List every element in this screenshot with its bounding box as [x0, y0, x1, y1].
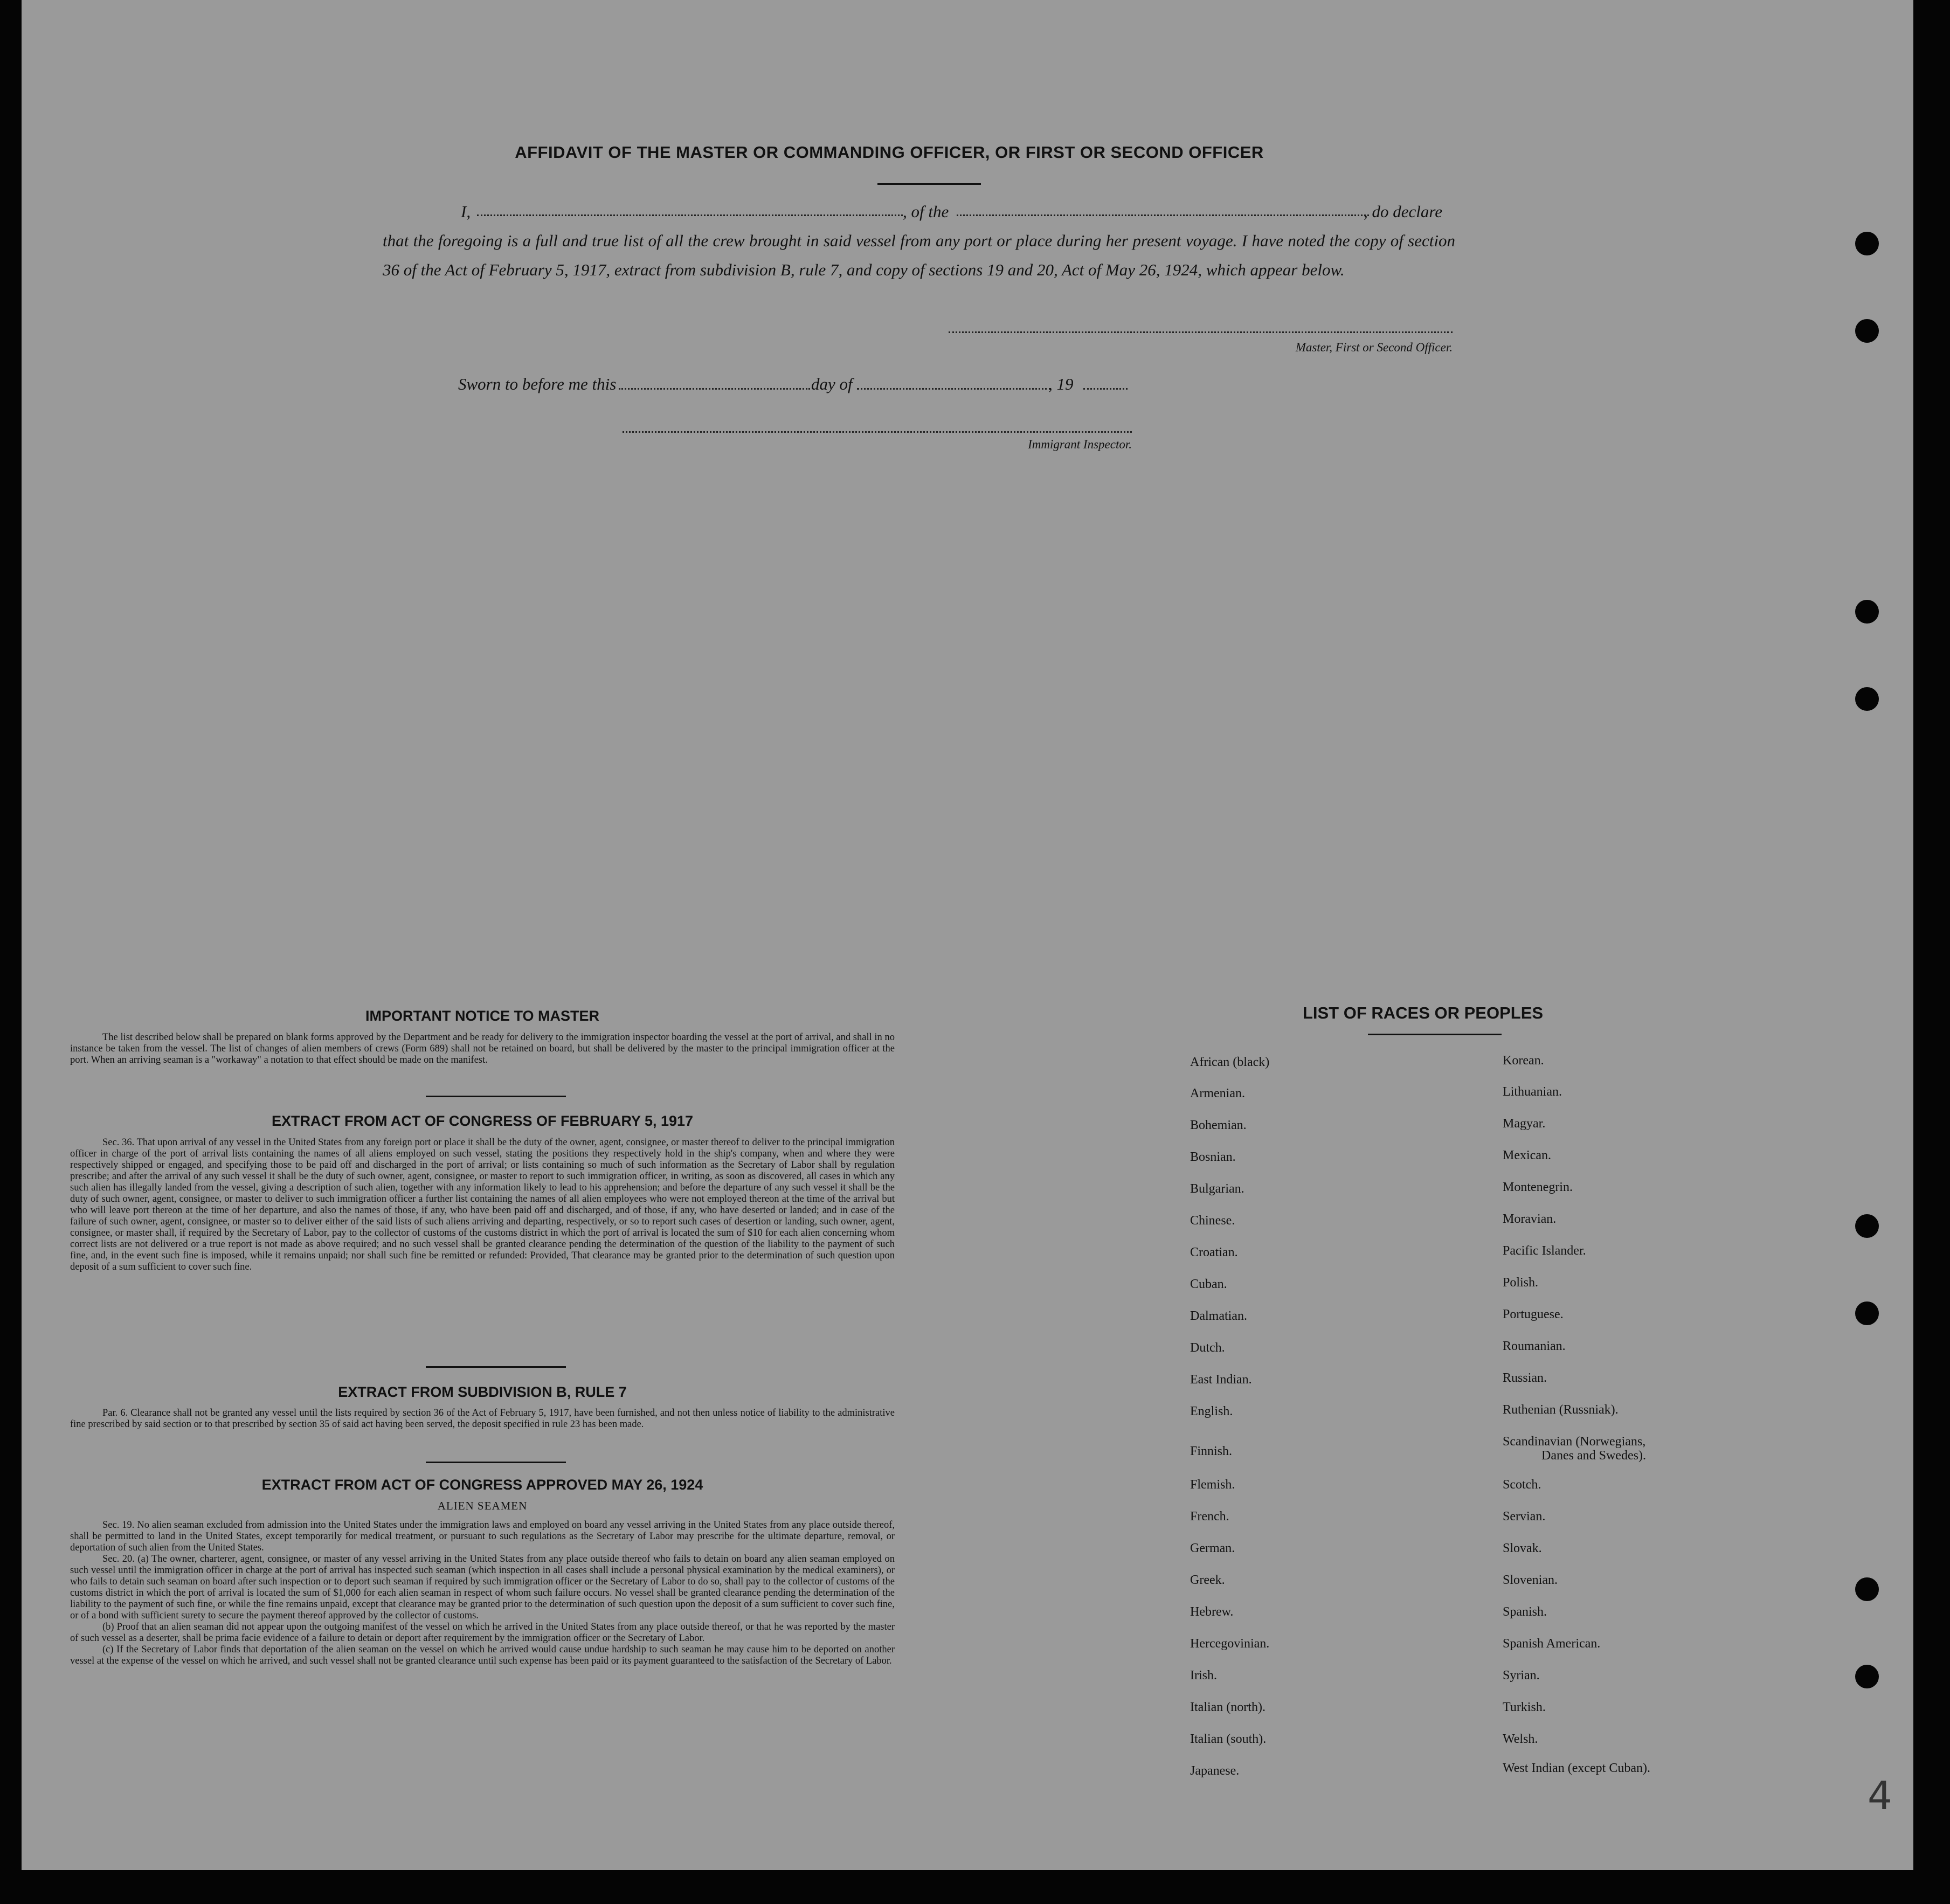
race-item: Mexican.: [1503, 1148, 1551, 1162]
race-item: German.: [1190, 1541, 1235, 1555]
notice-text: The list described below shall be prepared on blank forms approved by the Department and be ready for delivery to the immigration inspector boarding the vessel at the port of arrival, and shall in no instance be taken from the vessel. The list of changes of alien members of crews (Form 689) shall not be retained on board, but shall be delivered by the master to the principal immigration officer at the port. When an arriving seaman is a "workaway" a notation to that effect should be made on the manifest.: [70, 1032, 895, 1065]
race-item: Flemish.: [1190, 1478, 1235, 1492]
race-item: Scandinavian (Norwegians,: [1503, 1435, 1646, 1449]
race-item: Ruthenian (Russniak).: [1503, 1403, 1619, 1417]
race-item: Welsh.: [1503, 1732, 1538, 1746]
race-item: Dutch.: [1190, 1341, 1225, 1355]
section-rule: [426, 1462, 566, 1463]
race-item: Bohemian.: [1190, 1118, 1247, 1132]
sworn-date-blank[interactable]: [619, 388, 810, 390]
race-item: Pacific Islander.: [1503, 1244, 1586, 1258]
race-item: Turkish.: [1503, 1700, 1546, 1714]
sec-20a-text: Sec. 20. (a) The owner, charterer, agent, consignee, or master of any vessel arriving in the United States from any place outside thereof who fails to detain on board any alien seaman employed on such vessel until the immigration officer in charge at the port of arrival has inspected such seaman (which inspection in all cases shall include a personal physical examination by the medical examiners), or who fails to detain such seaman on board after such inspection or to deport such seaman if required by such immigration officer or the Secretary of Labor to do so, shall pay to the collector of customs of the customs district in which the port of arrival is located the sum of $1,000 for each alien seaman in respect of whom such failure occurs. No vessel shall be granted clearance pending the determination of the liability to the payment of such fine, or while the fine remains unpaid, except that clearance may be granted prior to the determination of such question upon the deposit of a sum sufficient to cover such fine, or of a bond with sufficient surety to secure the payment thereof approved by the collector of customs.: [70, 1554, 895, 1621]
affidavit-declare-label: , do declare: [1364, 202, 1443, 221]
race-item: Finnish.: [1190, 1444, 1233, 1458]
race-item: Spanish.: [1503, 1605, 1547, 1619]
race-item: Spanish American.: [1503, 1637, 1601, 1651]
name-blank[interactable]: [477, 214, 903, 216]
inspector-signature-line[interactable]: [623, 431, 1132, 433]
race-item: Slovenian.: [1503, 1573, 1558, 1587]
race-item: Polish.: [1503, 1276, 1539, 1290]
affidavit-title: AFFIDAVIT OF THE MASTER OR COMMANDING OFFICER, OR FIRST OR SECOND OFFICER: [515, 143, 1264, 162]
race-item: Moravian.: [1503, 1212, 1557, 1226]
race-item: Cuban.: [1190, 1277, 1227, 1291]
rule-7-text: Par. 6. Clearance shall not be granted any vessel until the lists required by section 36 of the Act of February 5, 1917, have been furnished, and not then unless notice of liability to the administrative fine prescribed by said section or to that prescribed by section 35 of said act having been served, the deposit specified in rule 23 has been made.: [70, 1408, 895, 1430]
race-item: Hebrew.: [1190, 1605, 1234, 1619]
race-item: Scotch.: [1503, 1478, 1541, 1492]
affidavit-of-the-label: , of the: [903, 202, 949, 221]
section-rule: [426, 1366, 566, 1368]
race-item: Roumanian.: [1503, 1339, 1566, 1353]
punch-hole: [1855, 319, 1879, 343]
race-item: French.: [1190, 1510, 1229, 1524]
race-item: Italian (north).: [1190, 1700, 1266, 1714]
master-signature-label: Master, First or Second Officer.: [1295, 341, 1453, 354]
title-rule: [877, 183, 981, 185]
sworn-month-blank[interactable]: [857, 388, 1051, 390]
sec-20b-text: (b) Proof that an alien seaman did not appear upon the outgoing manifest of the vessel on which he arrived in the United States from any place outside thereof, or that he was reported by the master of such vessel as a deserter, shall be prima facie evidence of a failure to detain or deport after requirement by the immigration officer or the Secretary of Labor.: [70, 1622, 895, 1644]
race-item: West Indian (except Cuban).: [1503, 1761, 1650, 1775]
race-item: Syrian.: [1503, 1668, 1540, 1683]
race-item: Danes and Swedes).: [1541, 1449, 1646, 1463]
punch-hole: [1855, 232, 1879, 255]
race-item: Montenegrin.: [1503, 1180, 1573, 1194]
extract-1917-text: Sec. 36. That upon arrival of any vessel in the United States from any foreign port or place it shall be the duty of the owner, agent, consignee, or master thereof to deliver to the principal immigration officer in charge of the port of arrival lists containing the names of all aliens employed on such vessel, stating the positions they respectively hold in the ship's company, when and where they were respectively shipped or engaged, and specifying those to be paid off and discharged in the port of arrival; or lists containing so much of such information as the Secretary of Labor shall by regulation prescribe; and after the arrival of any such vessel it shall be the duty of such owner, agent, consignee, or master to report to such immigration officer, in writing, as soon as discovered, all cases in which any such alien has illegally landed from the vessel, giving a description of such alien, together with any information likely to lead to his apprehension; and before the departure of any such vessel it shall be the duty of such owner, agent, consignee, or master to deliver to such immigration officer a further list containing the names of all alien employees who were not employed thereon at the time of the arrival but who will leave port thereon at the time of her departure, and also the names of those, if any, who have been paid off and discharged, and of those, if any, who have deserted or landed; and in case of the failure of such owner, agent, consignee, or master so to deliver either of the said lists of such aliens arriving and departing, respectively, or so to report such cases of desertion or landing, such owner, agent, consignee, or master shall, if required by the Secretary of Labor, pay to the collector of customs of the customs district in which the port of arrival is located the sum of $10 for each alien concerning whom correct lists are not delivered or a true report is not made as above required; and no such vessel shall be granted clearance pending the determination of the question of the liability to the payment of such fine, and, in the event such fine is imposed, while it remains unpaid; nor shall such fine be remitted or refunded: Provided, That clearance may be granted prior to the determination of such question upon deposit of a sum sufficient to cover such fine.: [70, 1137, 895, 1272]
race-item: Armenian.: [1190, 1086, 1245, 1100]
race-item: Portuguese.: [1503, 1307, 1564, 1321]
day-of-label: day of: [811, 375, 853, 393]
race-item: Bosnian.: [1190, 1150, 1236, 1164]
races-title: LIST OF RACES OR PEOPLES: [1302, 1003, 1544, 1022]
race-item: Italian (south).: [1190, 1732, 1267, 1746]
affidavit-body: that the foregoing is a full and true list of all the crew brought in said vessel from any port or place during her present voyage. I have noted the copy of section 36 of the Act of February 5, 1917, extract from subdivision B, rule 7, and copy of sections 19 and 20, Act of May 26, 1924, which appear below.: [383, 231, 1455, 279]
sec-19-text: Sec. 19. No alien seaman excluded from admission into the United States under the immigration laws and employed on board any vessel arriving in the United States from any place outside thereof, shall be permitted to land in the United States, except temporarily for medical treatment, or pursuant to such regulations as the Secretary of Labor may prescribe for the ultimate departure, removal, or deportation of such alien from the United States.: [70, 1520, 895, 1553]
race-item: East Indian.: [1190, 1373, 1252, 1387]
extract-1924-text: [70, 1520, 895, 1667]
races-rule: [1368, 1034, 1502, 1035]
race-item: Lithuanian.: [1503, 1085, 1562, 1099]
race-item: Servian.: [1503, 1510, 1546, 1524]
punch-hole: [1855, 1665, 1879, 1688]
race-item: English.: [1190, 1404, 1233, 1418]
alien-seamen-subtitle: ALIEN SEAMEN: [437, 1499, 528, 1512]
notice-title: IMPORTANT NOTICE TO MASTER: [365, 1008, 599, 1024]
race-item: Bulgarian.: [1190, 1182, 1244, 1196]
year-label: , 19: [1048, 375, 1074, 393]
extract-1924-title: EXTRACT FROM ACT OF CONGRESS APPROVED MAY 26, 1924: [261, 1477, 703, 1493]
affidavit-i-label: I,: [461, 202, 471, 221]
punch-hole: [1855, 1577, 1879, 1601]
race-item: Russian.: [1503, 1371, 1547, 1385]
race-item: Magyar.: [1503, 1117, 1546, 1131]
sworn-year-blank[interactable]: [1083, 388, 1128, 390]
race-item: Japanese.: [1190, 1764, 1240, 1778]
handwritten-page-number: 4: [1868, 1773, 1892, 1818]
punch-hole: [1855, 1214, 1879, 1238]
rule-7-title: EXTRACT FROM SUBDIVISION B, RULE 7: [338, 1384, 627, 1400]
sworn-label: Sworn to before me this: [458, 375, 617, 393]
race-item: Korean.: [1503, 1054, 1544, 1068]
sec-20c-text: (c) If the Secretary of Labor finds that deportation of the alien seaman on the vessel on which he arrived would cause undue hardship to such seaman he may cause him to be deported on another vessel at the expense of the vessel on which he arrived, and such vessel shall not be granted clearance until such expense has been paid or its payment guaranteed to the satisfaction of the Secretary of Labor.: [70, 1644, 895, 1666]
race-item: African (black): [1190, 1055, 1270, 1069]
race-item: Greek.: [1190, 1573, 1225, 1587]
race-item: Hercegovinian.: [1190, 1637, 1270, 1651]
punch-hole: [1855, 600, 1879, 624]
inspector-signature-label: Immigrant Inspector.: [1028, 438, 1132, 451]
punch-hole: [1855, 687, 1879, 711]
race-item: Dalmatian.: [1190, 1309, 1247, 1323]
master-signature-line[interactable]: [949, 331, 1453, 333]
extract-1917-title: EXTRACT FROM ACT OF CONGRESS OF FEBRUARY 5, 1917: [271, 1113, 694, 1129]
punch-hole: [1855, 1301, 1879, 1325]
vessel-blank[interactable]: [957, 214, 1369, 216]
race-item: Croatian.: [1190, 1245, 1238, 1259]
race-item: Slovak.: [1503, 1541, 1542, 1555]
section-rule: [426, 1096, 566, 1097]
race-item: Irish.: [1190, 1668, 1217, 1683]
race-item: Chinese.: [1190, 1214, 1235, 1228]
